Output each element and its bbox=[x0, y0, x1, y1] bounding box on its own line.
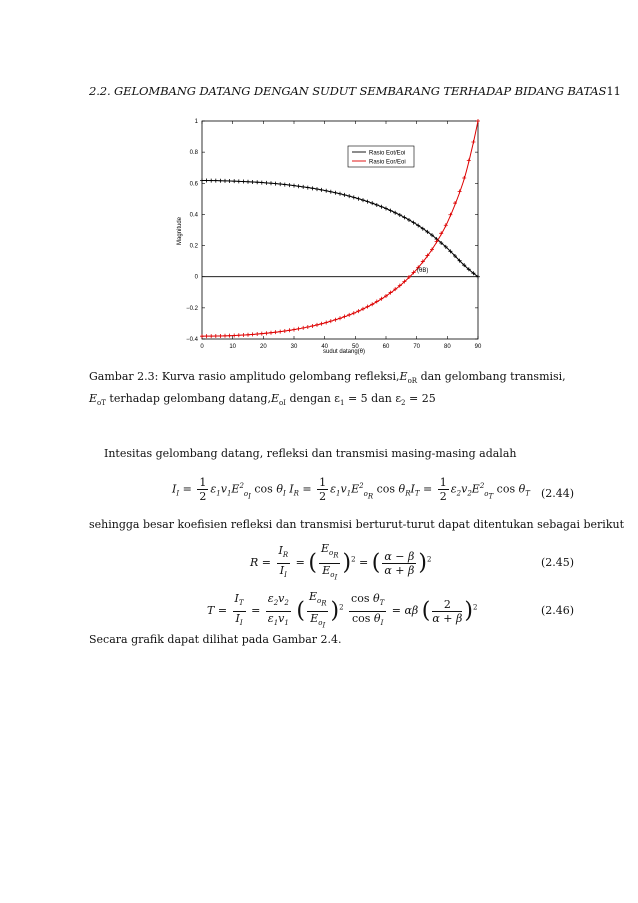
data-point-1 bbox=[287, 328, 291, 332]
data-point-0 bbox=[218, 179, 222, 183]
x-tick-label: 30 bbox=[290, 344, 298, 350]
running-header bbox=[89, 84, 621, 98]
caption-text-1: Kurva rasio amplitudo gelombang refleksi, bbox=[161, 370, 400, 383]
y-axis-label: Magnitude bbox=[177, 216, 183, 246]
data-point-0 bbox=[379, 205, 383, 209]
x-tick-label: 20 bbox=[259, 344, 267, 350]
equation-2-44-body: $I_I$ = $\frac{1}{2}$ $\varepsilon_1v_1E^2_{o_I}$ $\cos \theta_I$ $I_R$ = $\frac{1}{2}$ $\varepsilon_1v_1E^2_{o_R}$ $\cos \theta_RI_T$ = $\frac{1}{2}$ $\varepsilon_2v_2E^2_{o_T}$ $\cos \theta_T$ bbox=[172, 476, 530, 503]
equation-2-46-body: T = $\frac{I_T}{I_I}$ = $\frac{\varepsilon_2v_2}{\varepsilon_1v_1}$ ( $\frac{E_{o_R}}{E_{o_I}}$ )$^2$ $\frac{\cos \theta_T}{\cos \theta_I}$ = αβ ( $\frac{2}{\alpha + \beta}$ )$^2$ bbox=[207, 590, 478, 630]
data-point-1 bbox=[269, 331, 273, 335]
data-point-0 bbox=[393, 211, 397, 215]
data-point-1 bbox=[237, 333, 241, 337]
caption-sub-i: oI bbox=[278, 399, 286, 408]
data-point-0 bbox=[329, 190, 333, 194]
data-point-0 bbox=[269, 181, 273, 185]
series-group bbox=[200, 119, 480, 338]
caption-label: Gambar 2.3: bbox=[89, 370, 159, 383]
equation-2-46 bbox=[0, 588, 638, 628]
data-point-0 bbox=[333, 191, 337, 195]
data-point-0 bbox=[278, 182, 282, 186]
amplitude-ratio-chart bbox=[150, 110, 490, 360]
data-point-1 bbox=[255, 332, 259, 336]
x-tick-label: 10 bbox=[229, 344, 237, 350]
x-tick-label: 0 bbox=[200, 344, 204, 350]
data-point-1 bbox=[246, 333, 250, 337]
caption-text-3: terhadap gelombang datang, bbox=[109, 392, 271, 406]
data-point-1 bbox=[214, 334, 218, 338]
data-point-0 bbox=[301, 185, 305, 189]
caption-dan: dan ε bbox=[371, 392, 402, 406]
data-point-1 bbox=[274, 330, 278, 334]
data-point-1 bbox=[462, 176, 466, 180]
paragraph-intensity: Intesitas gelombang datang, refleksi dan transmisi masing-masing adalah bbox=[104, 447, 517, 460]
data-point-0 bbox=[389, 209, 393, 213]
y-tick-label: 0.2 bbox=[189, 243, 198, 250]
caption-sub-t: oT bbox=[97, 399, 106, 408]
equation-2-45-body: R = $\frac{I_R}{I_I}$ = ( $\frac{E_{o_R}}{E_{o_I}}$ )$^2$ = ( $\frac{\alpha - \beta}{\alpha + \beta}$ )$^2$ bbox=[250, 542, 432, 582]
paragraph-coefficients: sehingga besar koefisien refleksi dan transmisi berturut-turut dapat ditentukan sebagai berikut bbox=[89, 518, 624, 531]
data-point-0 bbox=[310, 186, 314, 190]
caption-val1: = 5 bbox=[347, 392, 368, 406]
data-point-1 bbox=[315, 323, 319, 327]
caption-sym-t: E bbox=[89, 392, 98, 406]
data-point-1 bbox=[260, 332, 264, 336]
y-tick-label: −0.2 bbox=[186, 305, 198, 312]
data-point-0 bbox=[320, 188, 324, 192]
y-tick-label: 0.4 bbox=[189, 212, 198, 219]
equation-2-45 bbox=[0, 540, 638, 580]
data-point-0 bbox=[292, 184, 296, 188]
data-point-1 bbox=[324, 320, 328, 324]
data-point-1 bbox=[218, 334, 222, 338]
data-point-1 bbox=[283, 329, 287, 333]
caption-text-2: dan gelombang transmisi, bbox=[420, 370, 566, 383]
data-point-1 bbox=[310, 324, 314, 328]
data-point-1 bbox=[347, 313, 351, 317]
caption-eps2: 2 bbox=[401, 399, 406, 408]
plot-frame bbox=[202, 121, 478, 339]
data-point-1 bbox=[200, 334, 204, 338]
y-tick-label: −0.4 bbox=[186, 337, 198, 343]
data-point-0 bbox=[232, 179, 236, 183]
data-point-1 bbox=[338, 316, 342, 320]
data-point-1 bbox=[205, 334, 209, 338]
caption-sym-i: E bbox=[270, 392, 279, 406]
data-point-1 bbox=[356, 309, 360, 313]
x-tick-label: 90 bbox=[474, 344, 482, 350]
data-point-1 bbox=[329, 319, 333, 323]
data-point-1 bbox=[228, 334, 232, 338]
data-point-1 bbox=[264, 331, 268, 335]
y-tick-label: 0.8 bbox=[189, 150, 198, 157]
data-point-0 bbox=[241, 180, 245, 184]
data-point-0 bbox=[205, 179, 209, 183]
data-point-0 bbox=[375, 203, 379, 207]
data-point-0 bbox=[361, 198, 365, 202]
data-point-0 bbox=[223, 179, 227, 183]
data-point-0 bbox=[297, 184, 301, 188]
data-point-1 bbox=[320, 322, 324, 326]
y-tick-label: 0.6 bbox=[189, 181, 198, 188]
brewster-annotation: (θB) bbox=[417, 268, 429, 274]
x-tick-label: 60 bbox=[382, 344, 390, 350]
x-tick-label: 50 bbox=[351, 344, 359, 350]
caption-text-4: dengan ε bbox=[289, 392, 340, 406]
x-tick-label: 40 bbox=[321, 344, 329, 350]
data-point-1 bbox=[278, 330, 282, 334]
data-point-0 bbox=[264, 181, 268, 185]
series-line-1 bbox=[202, 121, 478, 336]
data-point-0 bbox=[384, 207, 388, 211]
data-point-0 bbox=[283, 183, 287, 187]
x-axis-label: sudut datang(θ) bbox=[322, 349, 366, 355]
data-point-1 bbox=[306, 325, 310, 329]
data-point-0 bbox=[251, 180, 255, 184]
equation-number-2-45: (2.45) bbox=[541, 556, 575, 569]
data-point-0 bbox=[324, 189, 328, 193]
equation-number-2-46: (2.46) bbox=[541, 604, 575, 617]
y-tick-label: 1 bbox=[194, 119, 198, 125]
data-point-0 bbox=[209, 179, 213, 183]
data-point-0 bbox=[398, 213, 402, 217]
data-point-0 bbox=[306, 186, 310, 190]
data-point-1 bbox=[241, 333, 245, 337]
data-point-0 bbox=[214, 179, 218, 183]
caption-val2: = 25 bbox=[409, 392, 436, 406]
data-point-0 bbox=[366, 200, 370, 204]
x-tick-label: 70 bbox=[413, 344, 421, 350]
data-point-1 bbox=[343, 315, 347, 319]
data-point-0 bbox=[370, 201, 374, 205]
legend-label-reflection: Rasio Eor/Eoi bbox=[369, 159, 406, 166]
data-point-0 bbox=[228, 179, 232, 183]
figure-caption bbox=[89, 368, 583, 412]
data-point-0 bbox=[352, 195, 356, 199]
data-point-0 bbox=[246, 180, 250, 184]
data-point-0 bbox=[343, 193, 347, 197]
data-point-0 bbox=[338, 192, 342, 196]
legend-label-transmission: Rasio Eot/Eoi bbox=[369, 150, 406, 157]
axis-ticks bbox=[186, 119, 482, 350]
equation-number-2-44: (2.44) bbox=[541, 487, 575, 500]
data-point-0 bbox=[356, 197, 360, 201]
data-point-0 bbox=[237, 179, 241, 183]
data-point-1 bbox=[209, 334, 213, 338]
data-point-0 bbox=[260, 181, 264, 185]
data-point-0 bbox=[255, 180, 259, 184]
y-tick-label: 0 bbox=[194, 274, 198, 281]
data-point-1 bbox=[352, 311, 356, 315]
paragraph-graph-ref: Secara grafik dapat dilihat pada Gambar 2.4. bbox=[89, 633, 342, 646]
data-point-1 bbox=[292, 328, 296, 332]
data-point-1 bbox=[223, 334, 227, 338]
caption-eps1: 1 bbox=[339, 399, 345, 408]
data-point-0 bbox=[315, 187, 319, 191]
data-point-0 bbox=[287, 183, 291, 187]
caption-sub-r: oR bbox=[407, 377, 418, 386]
data-point-1 bbox=[476, 119, 480, 123]
data-point-0 bbox=[274, 182, 278, 186]
equation-2-44 bbox=[0, 472, 638, 512]
data-point-1 bbox=[251, 332, 255, 336]
data-point-0 bbox=[200, 178, 204, 182]
data-point-1 bbox=[297, 327, 301, 331]
data-point-1 bbox=[467, 159, 471, 163]
data-point-1 bbox=[471, 140, 475, 144]
caption-sym-r: E bbox=[399, 370, 408, 383]
running-title: 2.2. GELOMBANG DATANG DENGAN SUDUT SEMBARANG TERHADAP BIDANG BATAS bbox=[89, 84, 607, 98]
legend bbox=[348, 146, 414, 167]
data-point-0 bbox=[347, 194, 351, 198]
data-point-1 bbox=[301, 326, 305, 330]
x-tick-label: 80 bbox=[443, 344, 451, 350]
data-point-1 bbox=[333, 318, 337, 322]
page-number: 11 bbox=[606, 84, 621, 98]
